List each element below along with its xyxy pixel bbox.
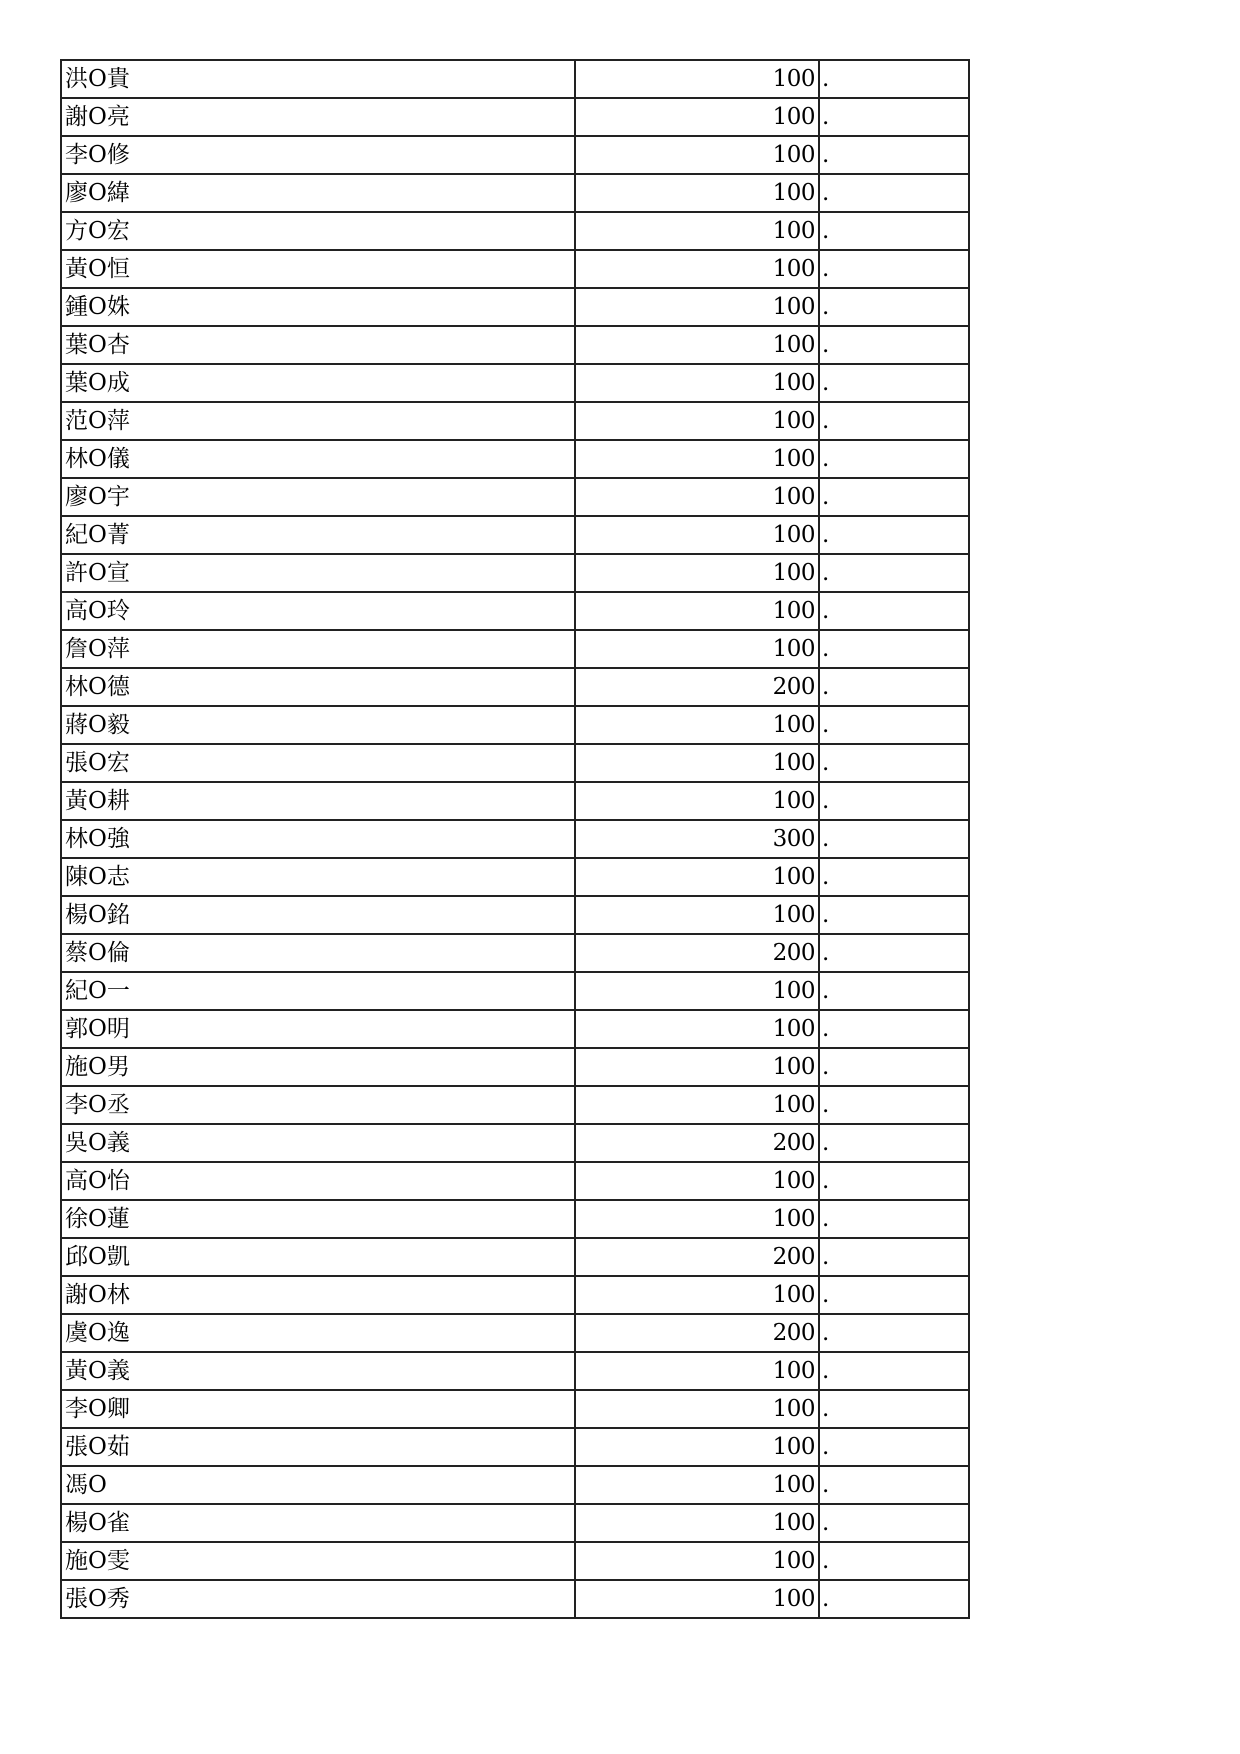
table-row (61, 60, 969, 98)
amount-cell: 100 (575, 516, 819, 554)
amount-cell: 100 (575, 858, 819, 896)
note-cell: . (819, 668, 969, 706)
note-cell: . (819, 1504, 969, 1542)
donor-name-cell: 郭O明 (61, 1010, 575, 1048)
amount-cell: 200 (575, 1124, 819, 1162)
note-cell: . (819, 1276, 969, 1314)
note-cell: . (819, 1428, 969, 1466)
amount-cell: 300 (575, 820, 819, 858)
amount-cell: 100 (575, 1352, 819, 1390)
amount-cell: 100 (575, 136, 819, 174)
donor-name-cell: 黃O義 (61, 1352, 575, 1390)
amount-cell: 100 (575, 1086, 819, 1124)
note-cell: . (819, 706, 969, 744)
amount-cell: 100 (575, 1276, 819, 1314)
note-cell: . (819, 630, 969, 668)
donor-name-cell: 陳O志 (61, 858, 575, 896)
donor-name-cell: 虞O逸 (61, 1314, 575, 1352)
table-row (61, 782, 969, 820)
note-cell: . (819, 1162, 969, 1200)
note-cell: . (819, 60, 969, 98)
donor-name-cell: 李O丞 (61, 1086, 575, 1124)
note-cell: . (819, 136, 969, 174)
amount-cell: 100 (575, 1048, 819, 1086)
amount-cell: 100 (575, 212, 819, 250)
donor-name-cell: 楊O銘 (61, 896, 575, 934)
note-cell: . (819, 782, 969, 820)
note-cell: . (819, 1580, 969, 1618)
note-cell: . (819, 478, 969, 516)
note-cell: . (819, 1352, 969, 1390)
donor-name-cell: 林O德 (61, 668, 575, 706)
table-row (61, 402, 969, 440)
amount-cell: 100 (575, 478, 819, 516)
note-cell: . (819, 516, 969, 554)
amount-cell: 100 (575, 440, 819, 478)
note-cell: . (819, 554, 969, 592)
note-cell: . (819, 402, 969, 440)
table-row (61, 630, 969, 668)
amount-cell: 200 (575, 1238, 819, 1276)
table-row (61, 1390, 969, 1428)
donor-name-cell: 施O雯 (61, 1542, 575, 1580)
table-row (61, 364, 969, 402)
amount-cell: 100 (575, 630, 819, 668)
amount-cell: 100 (575, 706, 819, 744)
note-cell: . (819, 858, 969, 896)
donor-name-cell: 李O修 (61, 136, 575, 174)
note-cell: . (819, 440, 969, 478)
note-cell: . (819, 1390, 969, 1428)
table-row (61, 250, 969, 288)
amount-cell: 100 (575, 896, 819, 934)
note-cell: . (819, 820, 969, 858)
amount-cell: 100 (575, 174, 819, 212)
note-cell: . (819, 592, 969, 630)
note-cell: . (819, 326, 969, 364)
donor-name-cell: 黃O耕 (61, 782, 575, 820)
table-row (61, 744, 969, 782)
table-row (61, 1162, 969, 1200)
note-cell: . (819, 972, 969, 1010)
donor-name-cell: 鍾O姝 (61, 288, 575, 326)
donor-name-cell: 高O怡 (61, 1162, 575, 1200)
donor-name-cell: 廖O緯 (61, 174, 575, 212)
donor-name-cell: 葉O杏 (61, 326, 575, 364)
note-cell: . (819, 1048, 969, 1086)
donor-name-cell: 施O男 (61, 1048, 575, 1086)
table-row (61, 1048, 969, 1086)
table-row (61, 706, 969, 744)
amount-cell: 100 (575, 1010, 819, 1048)
table-row (61, 1276, 969, 1314)
table-row (61, 592, 969, 630)
note-cell: . (819, 1466, 969, 1504)
table-row (61, 820, 969, 858)
donor-name-cell: 詹O萍 (61, 630, 575, 668)
donor-name-cell: 邱O凱 (61, 1238, 575, 1276)
note-cell: . (819, 212, 969, 250)
donor-name-cell: 林O強 (61, 820, 575, 858)
table-row (61, 934, 969, 972)
amount-cell: 100 (575, 1390, 819, 1428)
amount-cell: 100 (575, 402, 819, 440)
donor-name-cell: 張O秀 (61, 1580, 575, 1618)
amount-cell: 100 (575, 1580, 819, 1618)
table-row (61, 174, 969, 212)
table-row (61, 326, 969, 364)
table-row (61, 1314, 969, 1352)
table-row (61, 1200, 969, 1238)
amount-cell: 100 (575, 592, 819, 630)
table-row (61, 1504, 969, 1542)
table-row (61, 288, 969, 326)
note-cell: . (819, 1086, 969, 1124)
donation-table (60, 59, 970, 1619)
amount-cell: 100 (575, 1200, 819, 1238)
donor-name-cell: 謝O亮 (61, 98, 575, 136)
note-cell: . (819, 744, 969, 782)
donor-name-cell: 吳O義 (61, 1124, 575, 1162)
amount-cell: 100 (575, 554, 819, 592)
table-row (61, 858, 969, 896)
note-cell: . (819, 98, 969, 136)
table-row (61, 1542, 969, 1580)
note-cell: . (819, 364, 969, 402)
table-row (61, 478, 969, 516)
donor-name-cell: 廖O宇 (61, 478, 575, 516)
table-row (61, 440, 969, 478)
table-row (61, 896, 969, 934)
donor-name-cell: 蔡O倫 (61, 934, 575, 972)
table-row (61, 1352, 969, 1390)
amount-cell: 100 (575, 1428, 819, 1466)
donor-name-cell: 范O萍 (61, 402, 575, 440)
note-cell: . (819, 250, 969, 288)
table-row (61, 98, 969, 136)
donor-name-cell: 蔣O毅 (61, 706, 575, 744)
donor-name-cell: 黃O恒 (61, 250, 575, 288)
donor-name-cell: 林O儀 (61, 440, 575, 478)
donor-name-cell: 楊O雀 (61, 1504, 575, 1542)
donor-name-cell: 謝O林 (61, 1276, 575, 1314)
note-cell: . (819, 1542, 969, 1580)
note-cell: . (819, 1238, 969, 1276)
table-row (61, 136, 969, 174)
note-cell: . (819, 174, 969, 212)
amount-cell: 100 (575, 1466, 819, 1504)
note-cell: . (819, 896, 969, 934)
amount-cell: 100 (575, 60, 819, 98)
donor-name-cell: 徐O蓮 (61, 1200, 575, 1238)
donor-name-cell: 紀O一 (61, 972, 575, 1010)
note-cell: . (819, 1200, 969, 1238)
table-row (61, 668, 969, 706)
table-row (61, 1580, 969, 1618)
donor-name-cell: 馮O (61, 1466, 575, 1504)
amount-cell: 100 (575, 1542, 819, 1580)
amount-cell: 100 (575, 288, 819, 326)
amount-cell: 100 (575, 1504, 819, 1542)
note-cell: . (819, 934, 969, 972)
table-row (61, 1428, 969, 1466)
note-cell: . (819, 1124, 969, 1162)
table-row (61, 1086, 969, 1124)
amount-cell: 100 (575, 364, 819, 402)
donor-name-cell: 洪O貴 (61, 60, 575, 98)
donor-name-cell: 李O卿 (61, 1390, 575, 1428)
donor-name-cell: 許O宣 (61, 554, 575, 592)
amount-cell: 100 (575, 744, 819, 782)
table-row (61, 1124, 969, 1162)
donor-name-cell: 高O玲 (61, 592, 575, 630)
table-row (61, 554, 969, 592)
amount-cell: 100 (575, 1162, 819, 1200)
table-row (61, 1466, 969, 1504)
table-row (61, 212, 969, 250)
donor-name-cell: 葉O成 (61, 364, 575, 402)
amount-cell: 200 (575, 934, 819, 972)
amount-cell: 200 (575, 668, 819, 706)
table-row (61, 972, 969, 1010)
amount-cell: 100 (575, 98, 819, 136)
table-body (61, 60, 969, 1618)
note-cell: . (819, 1010, 969, 1048)
amount-cell: 200 (575, 1314, 819, 1352)
amount-cell: 100 (575, 326, 819, 364)
donor-name-cell: 張O茹 (61, 1428, 575, 1466)
amount-cell: 100 (575, 782, 819, 820)
table-row (61, 516, 969, 554)
note-cell: . (819, 288, 969, 326)
table-row (61, 1238, 969, 1276)
amount-cell: 100 (575, 972, 819, 1010)
donor-name-cell: 方O宏 (61, 212, 575, 250)
table-row (61, 1010, 969, 1048)
note-cell: . (819, 1314, 969, 1352)
amount-cell: 100 (575, 250, 819, 288)
donor-name-cell: 紀O菁 (61, 516, 575, 554)
donor-name-cell: 張O宏 (61, 744, 575, 782)
